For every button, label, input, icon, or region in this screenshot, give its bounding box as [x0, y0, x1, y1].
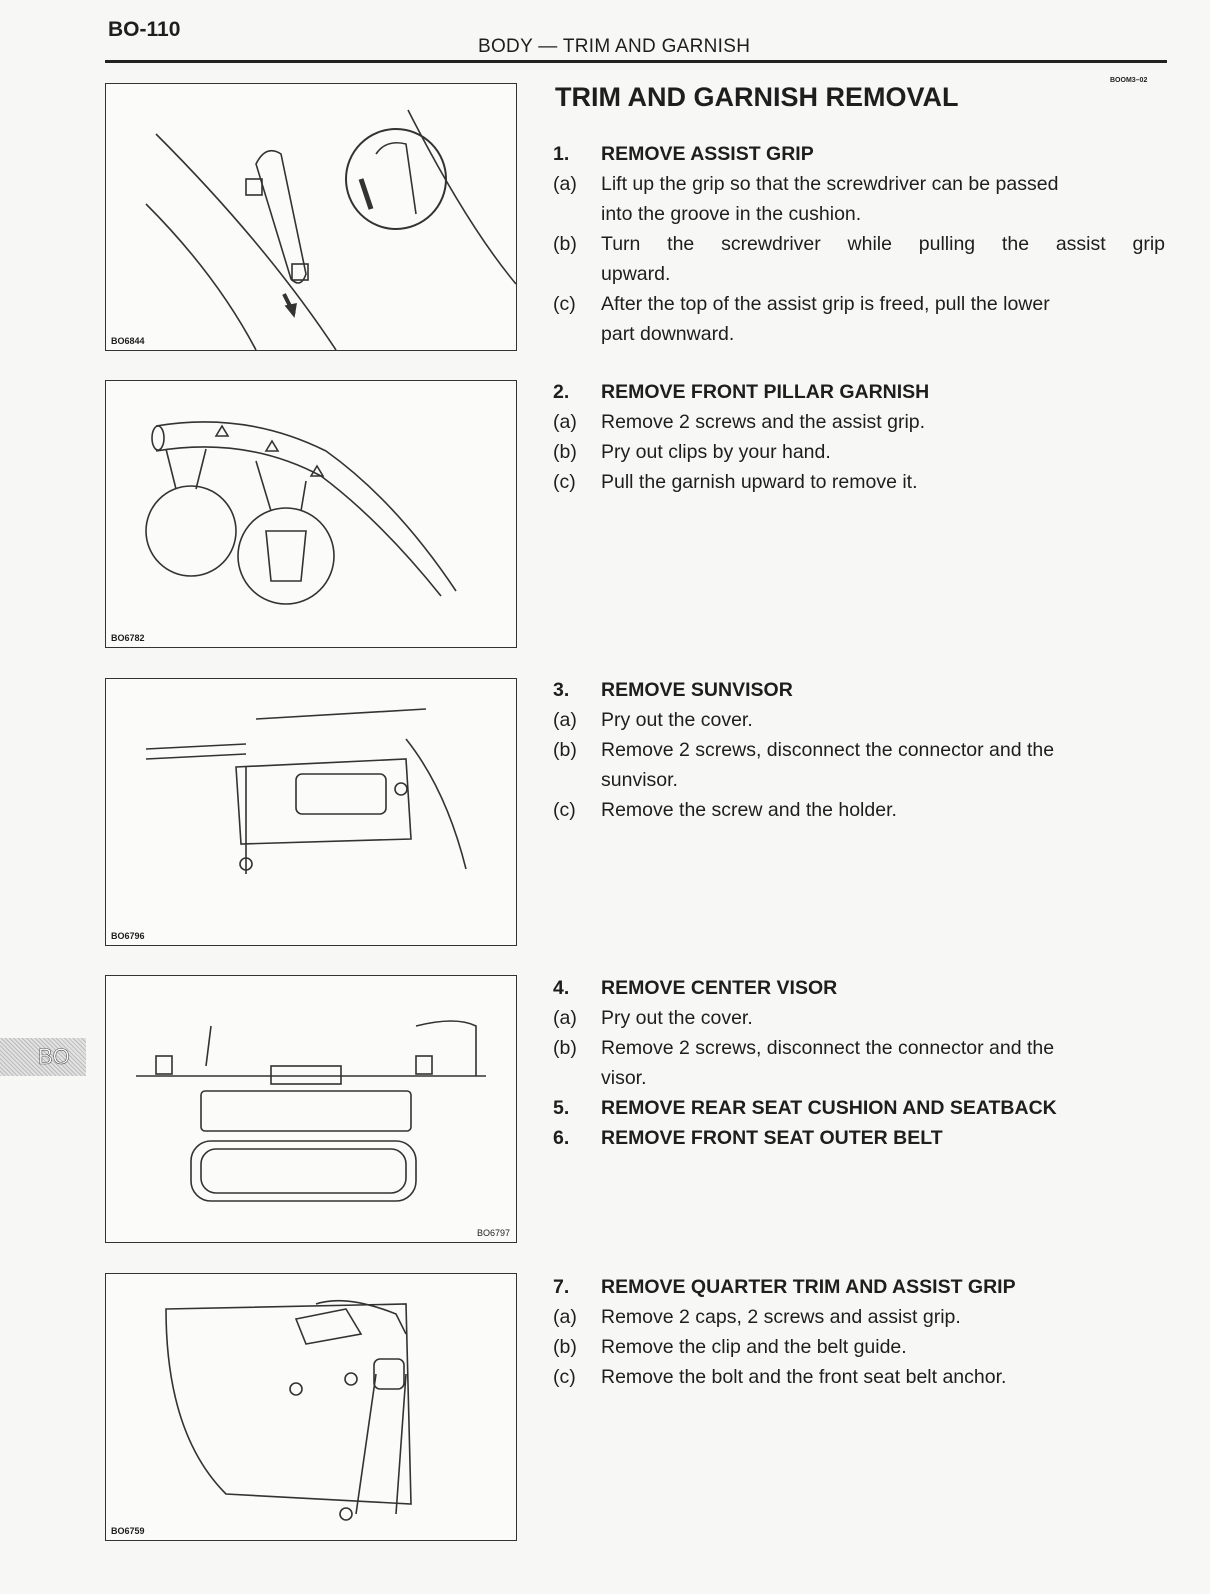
step-3 [553, 675, 1165, 825]
substep-label: (a) [553, 709, 577, 731]
figure-pillar-garnish [105, 380, 517, 648]
substep-label: (b) [553, 233, 577, 255]
substep-text: Remove the screw and the holder. [601, 799, 897, 821]
step-title: REMOVE ASSIST GRIP [601, 143, 814, 165]
step-number: 6. [553, 1127, 570, 1149]
figure-label: BO6796 [111, 931, 145, 941]
section-tab [0, 1038, 86, 1076]
pillar-garnish-illustration [106, 381, 516, 647]
step-number: 3. [553, 679, 570, 701]
step-title: REMOVE FRONT PILLAR GARNISH [601, 381, 930, 403]
substep-label: (a) [553, 1306, 577, 1328]
substep-text: Pry out clips by your hand. [601, 441, 831, 463]
substep-label: (b) [553, 739, 577, 761]
figure-quarter-trim [105, 1273, 517, 1541]
step-title: REMOVE QUARTER TRIM AND ASSIST GRIP [601, 1276, 1016, 1298]
substep-text: Pry out the cover. [601, 709, 753, 731]
substep-label: (b) [553, 1336, 577, 1358]
substep-text: Pry out the cover. [601, 1007, 753, 1029]
step-6 [553, 1123, 1165, 1153]
substep-text: sunvisor. [601, 769, 678, 791]
quarter-trim-illustration [106, 1274, 516, 1540]
substep-label: (c) [553, 799, 576, 821]
step-title: REMOVE REAR SEAT CUSHION AND SEATBACK [601, 1097, 1057, 1119]
step-7 [553, 1272, 1165, 1392]
substep-text: upward. [601, 263, 671, 285]
substep-text: Lift up the grip so that the screwdriver can be passed [601, 173, 1059, 195]
substep-label: (c) [553, 1366, 576, 1388]
step-1 [553, 139, 1165, 349]
figure-label: BO6797 [476, 1228, 510, 1238]
figure-center-visor [105, 975, 517, 1243]
substep-label: (b) [553, 441, 577, 463]
substep-text: into the groove in the cushion. [601, 203, 862, 225]
substep-text: part downward. [601, 323, 735, 345]
figure-label: BO6759 [111, 1526, 145, 1536]
substep-text: visor. [601, 1067, 647, 1089]
substep-text: Remove the clip and the belt guide. [601, 1336, 907, 1358]
step-4 [553, 973, 1165, 1153]
substep-text: Remove 2 caps, 2 screws and assist grip. [601, 1306, 961, 1328]
substep-text: Remove the bolt and the front seat belt anchor. [601, 1366, 1007, 1388]
step-number: 1. [553, 143, 570, 165]
step-title: REMOVE CENTER VISOR [601, 977, 838, 999]
substep-text: Remove 2 screws, disconnect the connector and the [601, 739, 1055, 761]
figure-assist-grip [105, 83, 517, 351]
substep-label: (a) [553, 1007, 577, 1029]
assist-grip-illustration [106, 84, 516, 350]
figure-label: BO6782 [111, 633, 145, 643]
sunvisor-illustration [106, 679, 516, 945]
substep-text: After the top of the assist grip is freed, pull the lower [601, 293, 1050, 315]
substep-text: Remove 2 screws, disconnect the connector and the [601, 1037, 1055, 1059]
center-visor-illustration [106, 976, 516, 1242]
step-number: 4. [553, 977, 570, 999]
substep-label: (c) [553, 471, 576, 493]
step-title: REMOVE FRONT SEAT OUTER BELT [601, 1127, 943, 1149]
step-number: 2. [553, 381, 570, 403]
substep-label: (b) [553, 1037, 577, 1059]
substep-label: (c) [553, 293, 576, 315]
substep-text: Pull the garnish upward to remove it. [601, 471, 918, 493]
figure-label: BO6844 [111, 336, 145, 346]
step-2 [553, 377, 1165, 497]
figure-sunvisor [105, 678, 517, 946]
step-number: 5. [553, 1097, 570, 1119]
section-tab-label: BO [38, 1044, 70, 1069]
substep-text: Turn the screwdriver while pulling the assist grip [601, 233, 1165, 255]
document-code: BOOM3–02 [1110, 77, 1148, 84]
page-number: BO-110 [108, 18, 181, 41]
step-5 [553, 1093, 1165, 1123]
substep-label: (a) [553, 173, 577, 195]
page-title: TRIM AND GARNISH REMOVAL [555, 82, 959, 112]
substep-label: (a) [553, 411, 577, 433]
step-number: 7. [553, 1276, 570, 1298]
header-rule [105, 60, 1167, 63]
step-title: REMOVE SUNVISOR [601, 679, 793, 701]
substep-text: Remove 2 screws and the assist grip. [601, 411, 926, 433]
section-header: BODY — TRIM AND GARNISH [478, 36, 751, 57]
